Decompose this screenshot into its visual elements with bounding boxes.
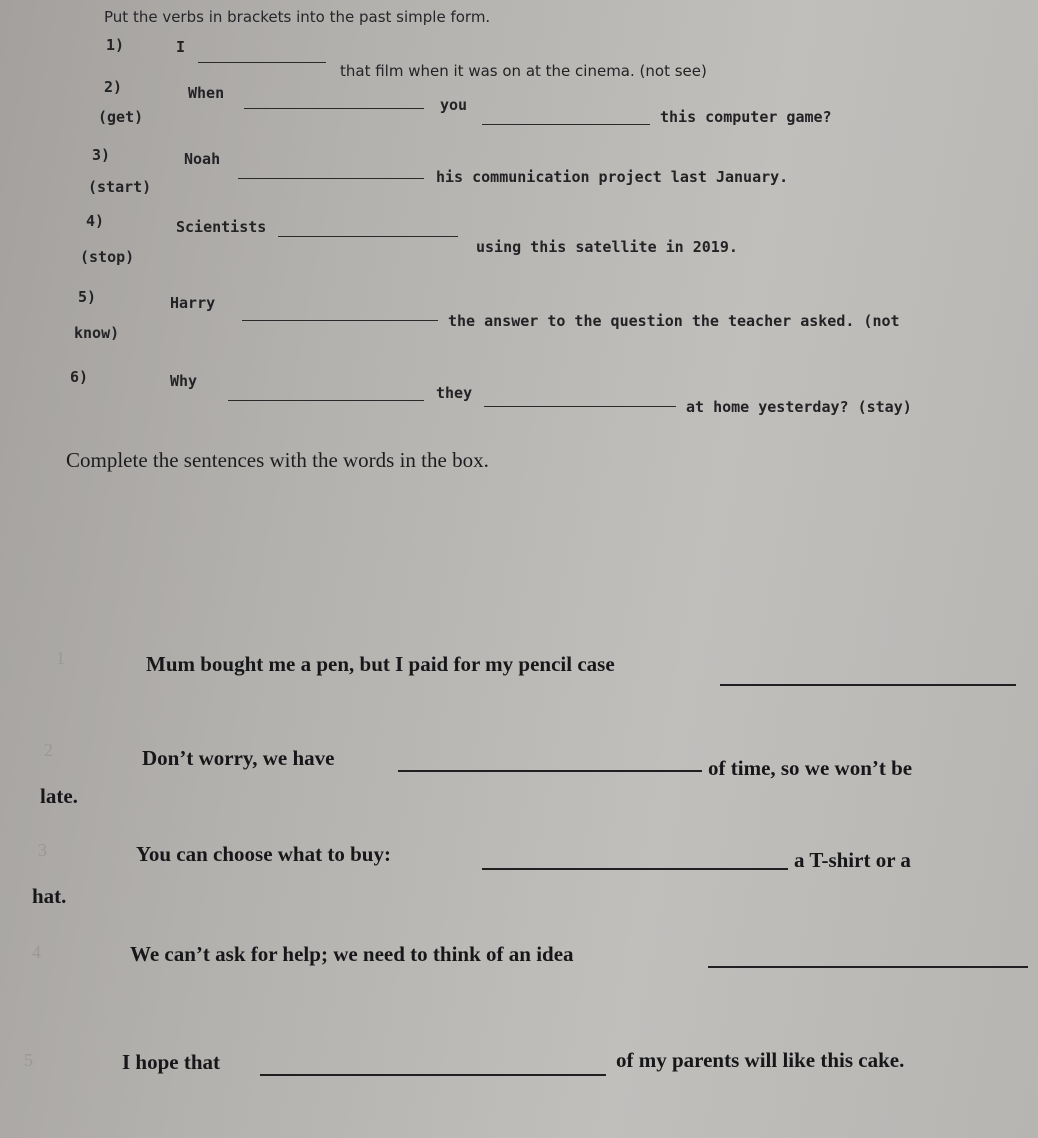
exercise2-title: Complete the sentences with the words in the box. — [66, 448, 489, 472]
ex2-item3-number: 3 — [38, 840, 47, 860]
ex2-item4-answer-blank[interactable] — [708, 966, 1028, 968]
ex2-item1-number: 1 — [56, 648, 65, 668]
ex1-item2-answer-blank-1[interactable] — [244, 108, 424, 109]
ex1-item1-number: 1) — [106, 36, 125, 54]
ex1-item2-verb: (get) — [98, 108, 144, 126]
ex1-item1-subject: I — [176, 38, 186, 56]
ex2-item1-text: Mum bought me a pen, but I paid for my pencil case — [146, 652, 615, 676]
ex1-item3-verb: (start) — [88, 178, 152, 196]
ex2-item3-answer-blank[interactable] — [482, 868, 788, 870]
ex1-item1-text: that film when it was on at the cinema. (not see) — [340, 62, 707, 80]
ex1-item3-text: his communication project last January. — [436, 168, 789, 186]
ex2-item3-text-c: hat. — [32, 884, 67, 908]
ex1-item6-text: at home yesterday? (stay) — [686, 398, 912, 416]
ex2-item2-text-c: late. — [40, 784, 78, 808]
ex2-item3-text-b: a T-shirt or a — [794, 848, 911, 872]
ex1-item5-answer-blank[interactable] — [242, 320, 438, 321]
ex1-item2-text: this computer game? — [660, 108, 832, 126]
ex1-item2-number: 2) — [104, 78, 123, 96]
ex1-item4-text: using this satellite in 2019. — [476, 238, 738, 256]
ex1-item6-word: Why — [170, 372, 198, 390]
ex1-item6-mid: they — [436, 384, 473, 402]
ex1-item3-subject: Noah — [184, 150, 221, 168]
ex1-item4-verb: (stop) — [80, 248, 135, 266]
ex2-item2-number: 2 — [44, 740, 53, 760]
ex1-item1-answer-blank[interactable] — [198, 62, 326, 63]
exercise1-title: Put the verbs in brackets into the past simple form. — [104, 8, 491, 26]
ex2-item5-text-a: I hope that — [122, 1050, 221, 1074]
ex1-item2-word: When — [188, 84, 225, 102]
ex2-item5-text-b: of my parents will like this cake. — [616, 1048, 905, 1072]
ex2-item4-text: We can’t ask for help; we need to think of an idea — [130, 942, 574, 966]
ex1-item5-text: the answer to the question the teacher asked. (not — [448, 312, 900, 330]
ex2-item4-number: 4 — [32, 942, 41, 962]
ex1-item6-answer-blank-2[interactable] — [484, 406, 676, 407]
ex2-item2-text-a: Don’t worry, we have — [142, 746, 335, 770]
ex1-item4-subject: Scientists — [176, 218, 267, 236]
ex1-item2-answer-blank-2[interactable] — [482, 124, 650, 125]
ex2-item5-answer-blank[interactable] — [260, 1074, 606, 1076]
ex1-item5-subject: Harry — [170, 294, 216, 312]
ex1-item4-answer-blank[interactable] — [278, 236, 458, 237]
ex2-item1-answer-blank[interactable] — [720, 684, 1016, 686]
ex1-item2-mid: you — [440, 96, 468, 114]
ex1-item6-number: 6) — [70, 368, 89, 386]
ex1-item3-number: 3) — [92, 146, 111, 164]
ex2-item5-number: 5 — [24, 1050, 33, 1070]
ex2-item2-text-b: of time, so we won’t be — [708, 756, 913, 780]
ex2-item3-text-a: You can choose what to buy: — [136, 842, 391, 866]
ex2-item2-answer-blank[interactable] — [398, 770, 702, 772]
ex1-item3-answer-blank[interactable] — [238, 178, 424, 179]
ex1-item4-number: 4) — [86, 212, 105, 230]
ex1-item6-answer-blank-1[interactable] — [228, 400, 424, 401]
ex1-item5-number: 5) — [78, 288, 97, 306]
ex1-item5-verb: know) — [74, 324, 120, 342]
